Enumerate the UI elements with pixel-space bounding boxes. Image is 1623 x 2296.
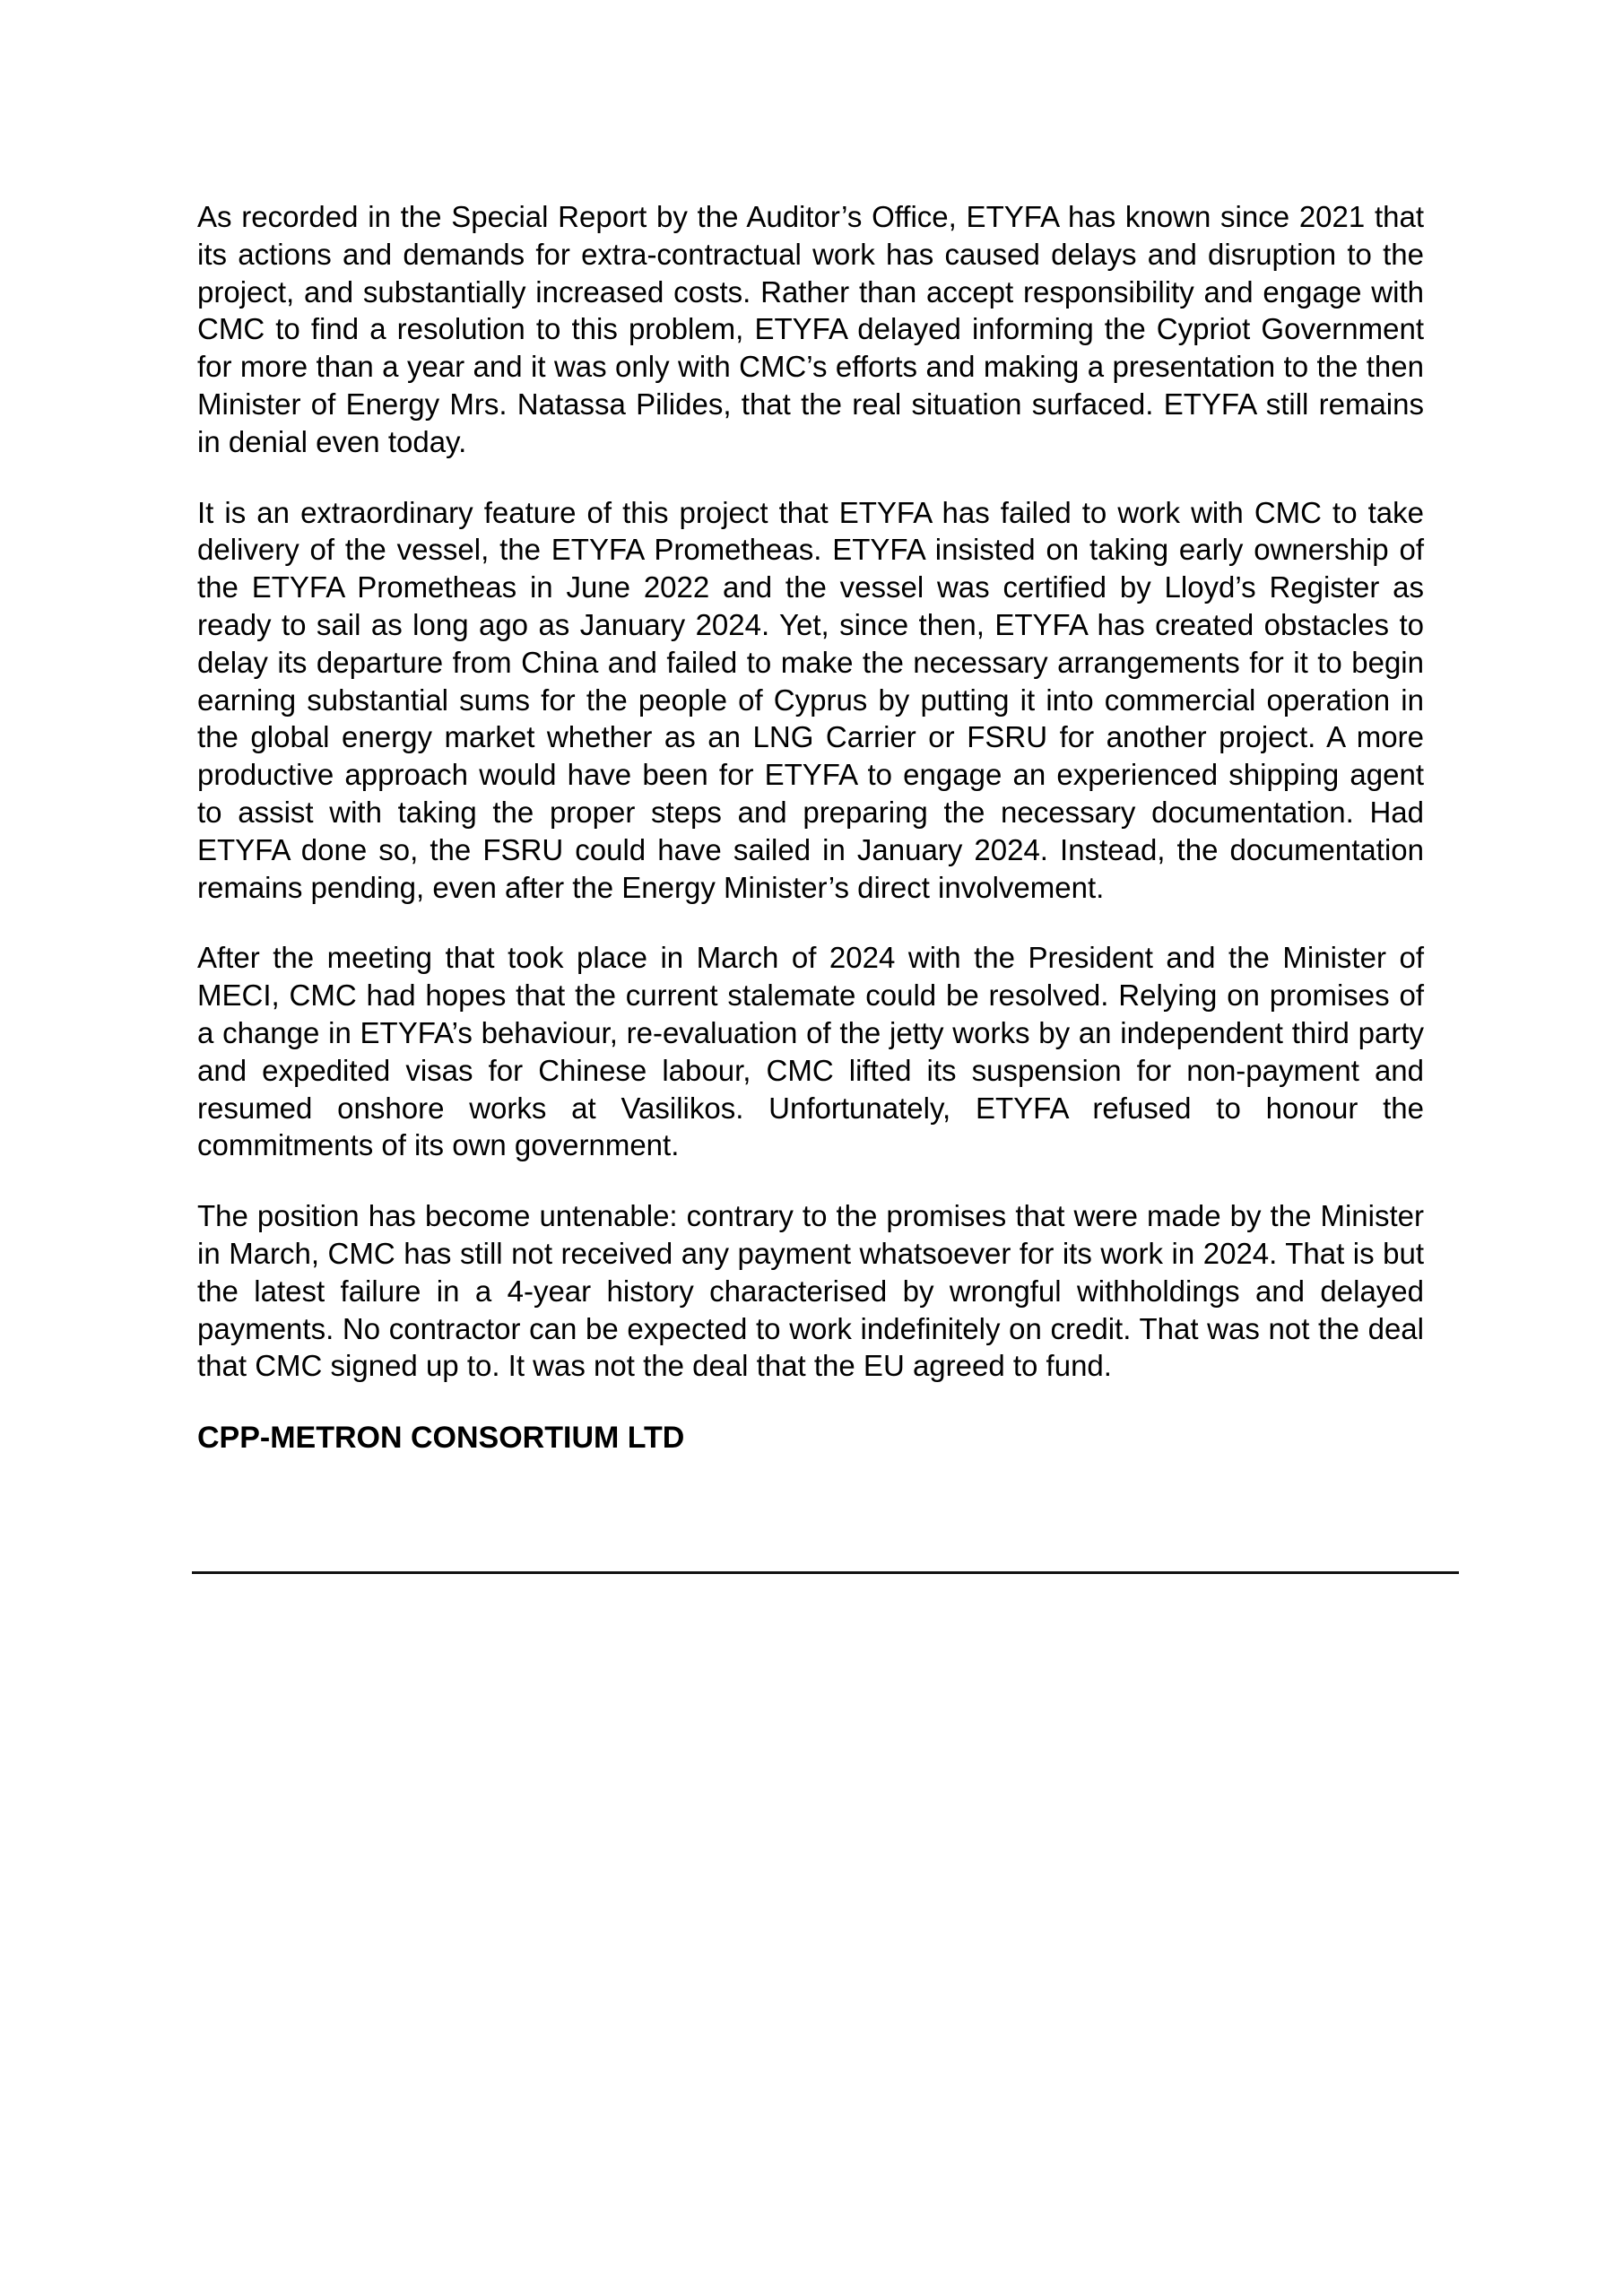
paragraph-vessel-delivery: It is an extraordinary feature of this project that ETYFA has failed to work with CMC to take delivery of the vessel, the ETYFA Prometheas. ETYFA insisted on taking early ownership of the ETYFA Prometheas in June 2022 and the vessel was certified by Lloyd’s Register as ready to sail as long ago as January 2024. Yet, since then, ETYFA has created obstacles to delay its departure from China and failed to make the necessary arrangements for it to begin earning substantial sums for the people of Cyprus by putting it into commercial operation in the global energy market whether as an LNG Carrier or FSRU for another project. A more productive approach would have been for ETYFA to engage an experienced shipping agent to assist with taking the proper steps and preparing the necessary documentation. Had ETYFA done so, the FSRU could have sailed in January 2024. Instead, the documentation remains pending, even after the Energy Minister’s direct involvement. <box>197 495 1424 904</box>
paragraph-auditor-report: As recorded in the Special Report by the Auditor’s Office, ETYFA has known since 2021 that its actions and demands for extra-contractual work has caused delays and disruption to the project, and substantially increased costs. Rather than accept responsibility and engage with CMC to find a resolution to this problem, ETYFA delayed informing the Cypriot Government for more than a year and it was only with CMC’s efforts and making a presentation to the then Minister of Energy Mrs. Natassa Pilides, that the real situation surfaced. ETYFA still remains in denial even today. <box>197 200 1424 458</box>
paragraph-march-meeting: After the meeting that took place in March of 2024 with the President and the Minister of MECI, CMC had hopes that the current stalemate could be resolved. Relying on promises of a change in ETYFA’s behaviour, re-evaluation of the jetty works by an independent third party and expedited visas for Chinese labour, CMC lifted its suspension for non-payment and resumed onshore works at Vasilikos. Unfortunately, ETYFA refused to honour the commitments of its own government. <box>197 941 1424 1162</box>
horizontal-rule-divider <box>192 1571 1459 1574</box>
document-body <box>197 198 1424 1457</box>
paragraph-untenable-position: The position has become untenable: contrary to the promises that were made by the Minister in March, CMC has still not received any payment whatsoever for its work in 2024. That is but the latest failure in a 4-year history characterised by wrongful withholdings and delayed payments. No contractor can be expected to work indefinitely on credit. That was not the deal that CMC signed up to. It was not the deal that the EU agreed to fund. <box>197 1199 1424 1383</box>
signature-company-name: CPP-METRON CONSORTIUM LTD <box>197 1421 685 1456</box>
